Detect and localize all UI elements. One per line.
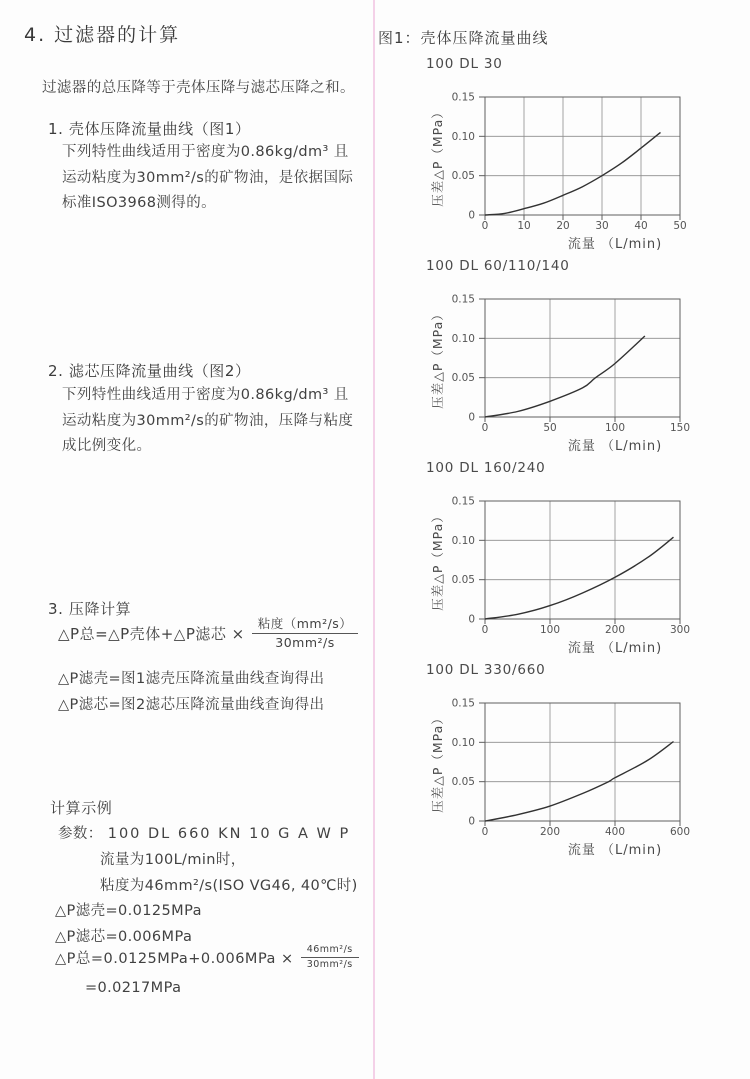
chart-block-3 xyxy=(378,460,750,662)
chart-block-4 xyxy=(378,662,750,864)
x-tick-label: 0 xyxy=(481,220,489,232)
y-tick-label: 0 xyxy=(468,209,475,222)
y-tick-label: 0 xyxy=(468,411,475,424)
x-tick-label: 200 xyxy=(604,624,626,636)
pressure-flow-chart xyxy=(378,278,748,456)
y-tick-label: 0.05 xyxy=(451,372,475,385)
formula-notes xyxy=(58,666,324,718)
section-2-line: 运动粘度为30mm²/s的矿物油，压降与粘度 xyxy=(62,412,354,429)
y-tick-label: 0.05 xyxy=(451,574,475,587)
x-tick-label: 50 xyxy=(673,220,687,232)
example-condition-line: 粘度为46mm²/s(ISO VG46, 40℃时) xyxy=(100,878,358,894)
example-params xyxy=(58,822,350,843)
pressure-curve xyxy=(485,537,674,619)
intro-text: 过滤器的总压降等于壳体压降与滤芯压降之和。 xyxy=(42,80,355,96)
x-tick-label: 30 xyxy=(595,220,609,232)
x-tick-label: 200 xyxy=(539,826,561,838)
section-3-heading: 3. 压降计算 xyxy=(48,600,132,618)
x-tick-label: 300 xyxy=(669,624,691,636)
page-title: 4. 过滤器的计算 xyxy=(24,24,181,46)
section-2-line: 下列特性曲线适用于密度为0.86kg/dm³ 且 xyxy=(62,387,349,403)
section-1-heading: 1. 壳体压降流量曲线（图1） xyxy=(48,120,251,138)
x-tick-label: 150 xyxy=(669,422,691,434)
x-tick-label: 20 xyxy=(556,220,570,232)
fraction-numerator: 粘度（mm²/s） xyxy=(252,616,359,634)
y-tick-label: 0.10 xyxy=(451,130,475,143)
chart-title: 100 DL 60/110/140 xyxy=(426,258,570,274)
section-1-line: 标准ISO3968测得的。 xyxy=(62,195,216,211)
example-total-lhs: △P总=0.0125MPa+0.006MPa × xyxy=(55,951,294,968)
section-2-heading: 2. 滤芯压降流量曲线（图2） xyxy=(48,362,251,380)
section-1-body xyxy=(62,140,353,217)
pressure-flow-chart xyxy=(378,76,748,254)
pressure-flow-chart xyxy=(378,682,748,860)
y-tick-label: 0.05 xyxy=(451,170,475,183)
pressure-curve xyxy=(485,336,645,417)
x-axis-label: 流量 （L/min) xyxy=(567,237,663,252)
y-tick-label: 0.15 xyxy=(451,293,475,306)
charts xyxy=(378,0,750,1079)
example-total-formula xyxy=(55,944,359,972)
x-axis-label: 流量 （L/min) xyxy=(567,843,663,858)
y-axis-label: 压差△P（MPa） xyxy=(430,509,445,611)
plot-frame xyxy=(485,501,680,619)
x-tick-label: 50 xyxy=(543,422,557,434)
pressure-curve xyxy=(485,132,661,215)
formula-lhs: △P总=△P壳体+△P滤芯 × xyxy=(58,625,245,644)
section-1-line: 运动粘度为30mm²/s的矿物油，是依据国际 xyxy=(62,169,354,186)
x-tick-label: 600 xyxy=(669,826,691,838)
pressure-flow-chart xyxy=(378,480,748,658)
y-tick-label: 0.15 xyxy=(451,91,475,104)
pressure-curve xyxy=(485,742,674,822)
section-1-line: 下列特性曲线适用于密度为0.86kg/dm³ 且 xyxy=(62,144,349,160)
y-tick-label: 0.15 xyxy=(451,697,475,710)
example-heading: 计算示例 xyxy=(50,799,113,817)
x-axis-label: 流量 （L/min) xyxy=(567,439,663,454)
formula-note: △P滤壳=图1滤壳压降流量曲线查询得出 xyxy=(58,671,325,687)
fraction-denominator: 30mm²/s xyxy=(275,635,335,651)
fraction-denominator: 30mm²/s xyxy=(306,959,353,971)
chart-block-1 xyxy=(378,56,750,258)
figure-1-title: 图1：壳体压降流量曲线 xyxy=(378,29,549,47)
x-tick-label: 0 xyxy=(481,624,489,636)
x-axis-label: 流量 （L/min) xyxy=(567,641,663,656)
y-axis-label: 压差△P（MPa） xyxy=(430,307,445,409)
y-tick-label: 0 xyxy=(468,613,475,626)
example-result-line: △P滤芯=0.006MPa xyxy=(55,928,193,945)
chart-title: 100 DL 330/660 xyxy=(426,662,546,678)
example-result-line: △P滤壳=0.0125MPa xyxy=(55,903,202,919)
formula-fraction xyxy=(252,616,359,652)
x-tick-label: 0 xyxy=(481,826,489,838)
x-tick-label: 10 xyxy=(517,220,531,232)
x-tick-label: 100 xyxy=(539,624,561,636)
x-tick-label: 40 xyxy=(634,220,648,232)
y-tick-label: 0.10 xyxy=(451,736,475,749)
y-axis-label: 压差△P（MPa） xyxy=(430,105,445,207)
section-2-body xyxy=(62,383,353,460)
formula-note: △P滤芯=图2滤芯压降流量曲线查询得出 xyxy=(58,697,325,713)
plot-frame xyxy=(485,703,680,821)
example-total-fraction xyxy=(301,944,359,972)
example-condition-line: 流量为100L/min时， xyxy=(100,852,246,868)
pressure-drop-formula xyxy=(58,616,358,652)
example-results xyxy=(55,899,202,950)
y-tick-label: 0.05 xyxy=(451,776,475,789)
y-tick-label: 0 xyxy=(468,815,475,828)
example-total-result: =0.0217MPa xyxy=(85,980,182,996)
y-tick-label: 0.10 xyxy=(451,534,475,547)
fraction-numerator: 46mm²/s xyxy=(301,944,359,958)
param-label: 参数： xyxy=(58,826,103,842)
y-axis-label: 压差△P（MPa） xyxy=(430,711,445,813)
section-2-line: 成比例变化。 xyxy=(62,438,152,454)
param-value: 100 DL 660 KN 10 G A W P xyxy=(107,826,351,842)
plot-frame xyxy=(485,299,680,417)
x-tick-label: 400 xyxy=(604,826,626,838)
y-tick-label: 0.10 xyxy=(451,332,475,345)
y-tick-label: 0.15 xyxy=(451,495,475,508)
x-tick-label: 0 xyxy=(481,422,489,434)
scan-fold-line xyxy=(373,0,375,1079)
plot-frame xyxy=(485,97,680,215)
x-tick-label: 100 xyxy=(604,422,626,434)
example-conditions xyxy=(100,847,358,899)
chart-block-2 xyxy=(378,258,750,460)
chart-title: 100 DL 160/240 xyxy=(426,460,546,476)
chart-title: 100 DL 30 xyxy=(426,56,503,72)
